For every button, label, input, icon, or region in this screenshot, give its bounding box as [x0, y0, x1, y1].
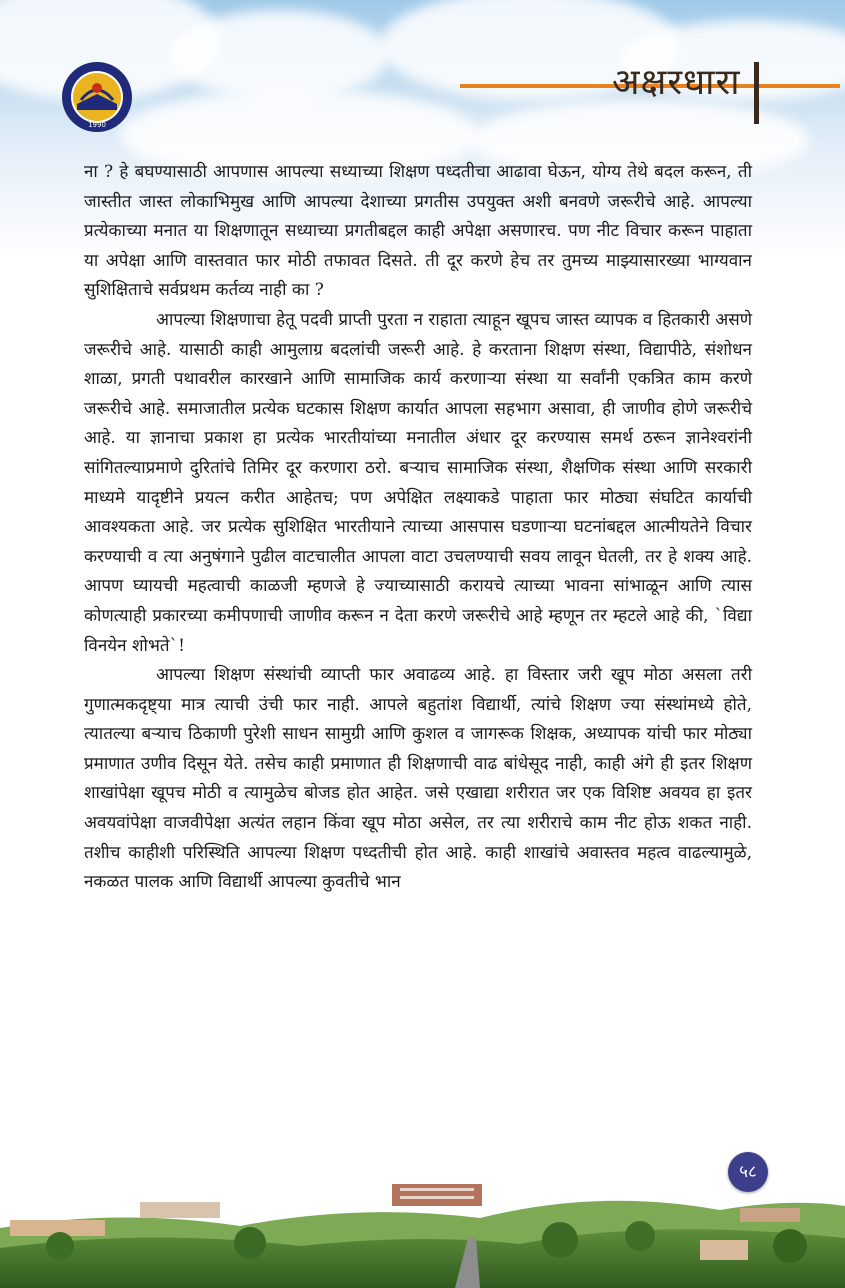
campus-landscape	[0, 1148, 845, 1288]
masthead-bar	[754, 62, 759, 124]
paragraph-2: आपल्या शिक्षणाचा हेतू पदवी प्राप्ती पुरता न राहाता त्याहून खूपच जास्त व्यापक व हितकारी असणे जरूरीचे आहे. यासाठी काही आमुलाग्र बदलांची जरूरी आहे. हे करताना शिक्षण संस्था, विद्यापीठे, संशोधन शाळा, प्रगती पथावरील कारखाने आणि सामाजिक कार्य करणाऱ्या संस्था या सर्वांनी एकत्रित काम करणे जरूरीचे आहे. समाजातील प्रत्येक घटकास शिक्षण कार्यात आपला सहभाग असावा, ही जाणीव होणे जरूरीचे आहे. या ज्ञानाचा प्रकाश हा प्रत्येक भारतीयांच्या मनातील अंधार दूर करण्यास समर्थ ठरून ज्ञानेश्वरांनी सांगितल्याप्रमाणे दुरितांचे तिमिर दूर करणारा ठरो. बऱ्याच सामाजिक संस्था, शैक्षणिक संस्था आणि सरकारी माध्यमे यादृष्टीने प्रयत्न करीत आहेतच; पण अपेक्षित लक्ष्याकडे पाहाता फार मोठ्या संघटित कार्याची आवश्यकता आहे. जर प्रत्येक सुशिक्षित भारतीयाने त्याच्या आसपास घडणाऱ्या घटनांबद्दल आत्मीयतेने विचार करण्याची व त्या अनुषंगाने पुढील वाटचालीत आपला वाटा उचलण्याची सवय लावून घेतली, तर हे शक्य आहे. आपण घ्यायची महत्वाची काळजी म्हणजे हे ज्याच्यासाठी करायचे त्याच्या भावना सांभाळून आणि त्यास कोणत्याही प्रकारच्या कमीपणाची जाणीव करून न देता करणे जरूरीचे आहे म्हणून तर म्हटले आहे की, `विद्या विनयेन शोभते`!	[84, 309, 752, 656]
logo-year: 1990	[88, 121, 106, 129]
university-logo	[60, 60, 134, 134]
paragraph-1: ना ? हे बघण्यासाठी आपणास आपल्या सध्याच्या शिक्षण पध्दतीचा आढावा घेऊन, योग्य तेथे बदल करून, ती जास्तीत जास्त लोकाभिमुख आणि आपल्या देशाच्या प्रगतीस उपयुक्त अशी बनवणे जरूरीचे आहे. आपल्या प्रत्येकाच्या मनात या शिक्षणातून सध्याच्या प्रगतीबद्दल काही अपेक्षा असणारच. पण नीट विचार करून पाहाता या अपेक्षा आणि वास्तवात फार मोठी तफावत दिसते. ती दूर करणे हेच तर तुमच्य माझ्यासारख्या भाग्यवान सुशिक्षिताचे सर्वप्रथम कर्तव्य नाही का ?	[84, 162, 752, 301]
article-body	[84, 158, 752, 898]
page-number-badge: ५८	[728, 1152, 768, 1192]
masthead-title: अक्षरधारा	[612, 62, 741, 103]
paragraph-3: आपल्या शिक्षण संस्थांची व्याप्ती फार अवाढव्य आहे. हा विस्तार जरी खूप मोठा असला तरी गुणात्मकदृष्ट्या मात्र त्याची उंची फार नाही. आपले बहुतांश विद्यार्थी, त्यांचे शिक्षण ज्या संस्थांमध्ये होते, त्यातल्या बऱ्याच ठिकाणी पुरेशी साधन सामुग्री आणि कुशल व जागरूक शिक्षक, अध्यापक यांची फार मोठ्या प्रमाणात उणीव दिसून येते. तसेच काही प्रमाणात ही शिक्षणाची वाढ बांधेसूद नाही, काही अंगे ही इतर शिक्षण शाखांपेक्षा खूपच मोठी व त्यामुळेच बोजड होत आहेत. जसे एखाद्या शरीरात जर एक विशिष्ट अवयव हा इतर अवयवांपेक्षा वाजवीपेक्षा अत्यंत लहान किंवा खूप मोठा असेल, तर त्या शरीराचे काम नीट होऊ शकत नाही. तशीच काहीशी परिस्थिति आपल्या शिक्षण पध्दतीची होत आहे. काही शाखांचे अवास्तव महत्व वाढल्यामुळे, नकळत पालक आणि विद्यार्थी आपल्या कुवतीचे भान	[84, 665, 752, 893]
